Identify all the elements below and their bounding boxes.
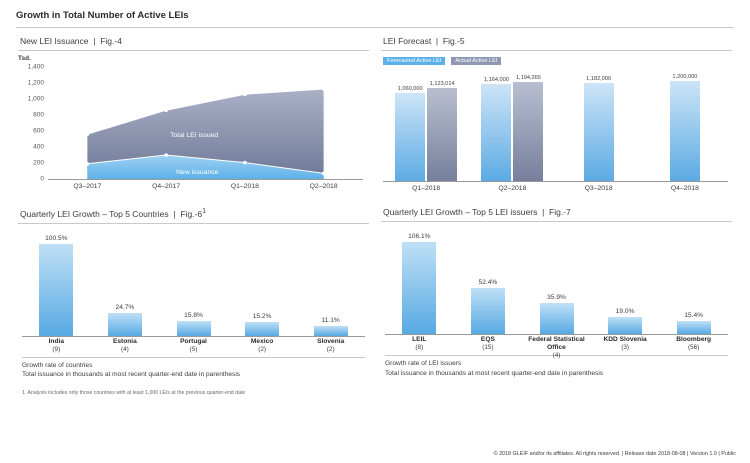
panel-divider-fig7: [381, 221, 732, 222]
bar-value-label: 1,164,000: [483, 77, 509, 84]
panel-divider-fig6: [18, 223, 369, 224]
copyright-notice: © 2018 GLEIF and/or its affiliates. All rights reserved. | Release date 2018-08-08 | Version 1.0 | Public: [493, 451, 736, 457]
footnote-fig6-small: 1. Analysis includes only those countries with at least 1,000 LEIs at the previous quarter-end date: [22, 389, 246, 396]
panel-top5-countries: [12, 205, 375, 396]
bar-forecasted: [395, 85, 425, 181]
chart-fig7: [381, 226, 732, 360]
legend-item-actual: [451, 57, 501, 65]
bar-actual: [427, 80, 457, 181]
x-tick-label: [23, 338, 90, 354]
category-count: (3): [621, 344, 629, 352]
bar-value-label: 106.1%: [408, 232, 431, 240]
category-count: (56): [688, 344, 700, 352]
bar-actual: [513, 74, 543, 181]
bar-value-label: 11.1%: [321, 316, 340, 324]
bar-value-label: 15.4%: [684, 311, 704, 319]
plot-area-fig4: [48, 67, 363, 180]
bar: [39, 235, 73, 335]
footer-divider-fig6: [22, 357, 365, 358]
chart-fig5: [381, 55, 732, 205]
bar: [471, 279, 505, 334]
category-count: (2): [258, 346, 266, 354]
category-count: (9): [52, 346, 61, 354]
x-axis-labels-fig4: [48, 183, 363, 197]
bar-value-label: 1,182,000: [586, 75, 612, 82]
bar-value-label: 1,200,000: [672, 74, 698, 81]
y-tick-label: 200: [33, 159, 44, 167]
bar-group: [642, 73, 728, 181]
y-tick-label: 1,400: [27, 63, 44, 71]
area-series-fig4: [48, 67, 363, 179]
plot-area-fig7: [385, 234, 728, 335]
legend-item-forecasted: [383, 57, 445, 65]
y-tick-label: 800: [33, 111, 44, 119]
panel-lei-forecast: [375, 34, 738, 205]
chart-grid: [12, 34, 738, 396]
plot-area-fig5: [383, 73, 728, 182]
category-count: (4): [552, 352, 561, 360]
y-tick-label: 0: [40, 175, 44, 183]
bar-value-label: 19.0%: [615, 308, 635, 316]
x-tick-label: Q2–2018: [309, 183, 338, 190]
panel-new-lei-issuance: [12, 34, 375, 205]
y-tick-label: 600: [33, 127, 44, 135]
legend-label-forecasted: Forecasted Active LEI: [387, 58, 442, 64]
x-tick-label: [92, 338, 159, 354]
y-tick-label: 1,200: [27, 79, 44, 87]
x-tick-label: [523, 336, 590, 360]
x-tick-label: Q1–2018: [412, 185, 441, 192]
x-tick-label: Q4–2017: [152, 183, 181, 190]
bar-value-label: 100.5%: [45, 235, 68, 243]
bar: [402, 232, 436, 334]
footnote-fig6-line2: Total issuance in thousands at most recent quarter-end date in parenthesis: [22, 371, 241, 379]
category-name: EQS: [480, 336, 495, 343]
category-name: India: [48, 337, 64, 345]
bar: [677, 311, 711, 334]
legend-label-actual: Actual Active LEI: [455, 58, 498, 64]
x-tick-label: [229, 338, 296, 354]
plot-area-fig6: [22, 236, 365, 337]
bar-value-label: 1,123,014: [429, 80, 455, 87]
x-tick-label: Q4–2018: [670, 185, 699, 192]
category-count: (4): [120, 346, 129, 354]
x-tick-label: [386, 336, 453, 352]
figure-number-fig7: Fig.-7: [549, 207, 571, 217]
title-divider: [16, 27, 734, 28]
category-count: (8): [415, 344, 424, 352]
figure-number-fig5: Fig.-5: [442, 36, 465, 46]
category-name: Slovenia: [317, 337, 345, 345]
footnote-fig6-line1: Growth rate of countries: [22, 361, 93, 369]
figure-number-fig4: Fig.-4: [100, 36, 122, 46]
bar-value-label: 15.2%: [252, 313, 272, 321]
bar: [608, 308, 642, 334]
footnote-fig7-line2: Total issuance in thousands at most recent quarter-end date in parenthesis: [385, 369, 604, 377]
figure-number-fig6: Fig.-6: [180, 208, 203, 219]
y-tick-label: 1,000: [27, 95, 44, 103]
x-tick-label: Q1–2018: [230, 183, 259, 190]
x-tick-label: Q2–2018: [498, 185, 527, 192]
legend-fig5: [383, 57, 501, 65]
bar-value-label: 1,194,265: [515, 74, 541, 81]
category-count: (15): [482, 344, 494, 352]
bar-value-label: 15.8%: [184, 312, 203, 320]
y-axis-unit-fig4: Tsd.: [18, 55, 31, 62]
panel-title-text-fig6: Quarterly LEI Growth – Top 5 Countries: [20, 208, 169, 219]
bar-value-label: 35.9%: [547, 293, 566, 301]
bar-forecasted: [481, 77, 511, 181]
series-label-new-issuance: New issuance: [176, 169, 219, 176]
bar-value-label: 1,060,000: [397, 85, 423, 92]
bar-group: [556, 73, 642, 181]
panel-title-text-fig5: LEI Forecast: [383, 36, 432, 46]
category-name: Portugal: [180, 337, 207, 345]
series-label-total-lei-issued: Total LEI issued: [170, 132, 219, 140]
x-tick-label: [592, 336, 659, 352]
panel-title-fig4: New LEI Issuance | Fig.-4: [20, 36, 122, 46]
x-tick-label: [160, 338, 227, 354]
bar-forecasted: [670, 74, 700, 181]
x-tick-label: [297, 338, 364, 354]
panel-title-fig5: LEI Forecast | Fig.-5: [383, 36, 465, 46]
category-name: LEIL: [412, 336, 427, 343]
page-title: Growth in Total Number of Active LEIs: [16, 10, 189, 21]
bar: [177, 312, 211, 335]
bar-value-label: 52.4%: [478, 279, 498, 287]
category-count: (5): [189, 346, 198, 354]
category-name: Bloomberg: [676, 336, 712, 343]
panel-divider-fig4: [18, 50, 369, 51]
bar-value-label: 24.7%: [115, 304, 135, 312]
category-name: Federal Statistical Office: [528, 336, 585, 352]
bar: [540, 293, 574, 334]
panel-title-text-fig4: New LEI Issuance: [20, 36, 89, 46]
category-name: KDD Slovenia: [603, 336, 647, 343]
panel-divider-fig5: [381, 50, 732, 51]
panel-title-fig6: Quarterly LEI Growth – Top 5 Countries | $Fig.-6^1$: [20, 207, 207, 219]
x-tick-label: Q3–2017: [73, 183, 102, 190]
bar: [108, 304, 142, 335]
bar: [245, 313, 279, 336]
y-tick-label: 400: [33, 143, 44, 151]
panel-title-fig7: Quarterly LEI Growth – Top 5 LEI issuers | Fig.-7: [383, 207, 571, 217]
panel-top5-issuers: [375, 205, 738, 396]
bar-group: [383, 73, 469, 181]
x-tick-label: [455, 336, 522, 352]
footnote-fig7-line1: Growth rate of LEI issuers: [385, 360, 462, 367]
bar-forecasted: [584, 75, 614, 181]
x-tick-label: Q3–2018: [584, 185, 613, 192]
chart-fig6: [18, 228, 369, 353]
category-count: (2): [326, 346, 335, 354]
y-axis-labels-fig4: [18, 63, 44, 183]
category-name: Estonia: [112, 337, 137, 345]
panel-title-text-fig7: Quarterly LEI Growth – Top 5 LEI issuers: [383, 207, 538, 217]
chart-fig4: [18, 55, 369, 205]
x-tick-label: [660, 336, 727, 352]
category-name: Mexico: [250, 337, 274, 345]
bar-group: [469, 73, 555, 181]
bar: [314, 316, 348, 336]
footnote-marker-fig6: 1: [202, 207, 207, 215]
